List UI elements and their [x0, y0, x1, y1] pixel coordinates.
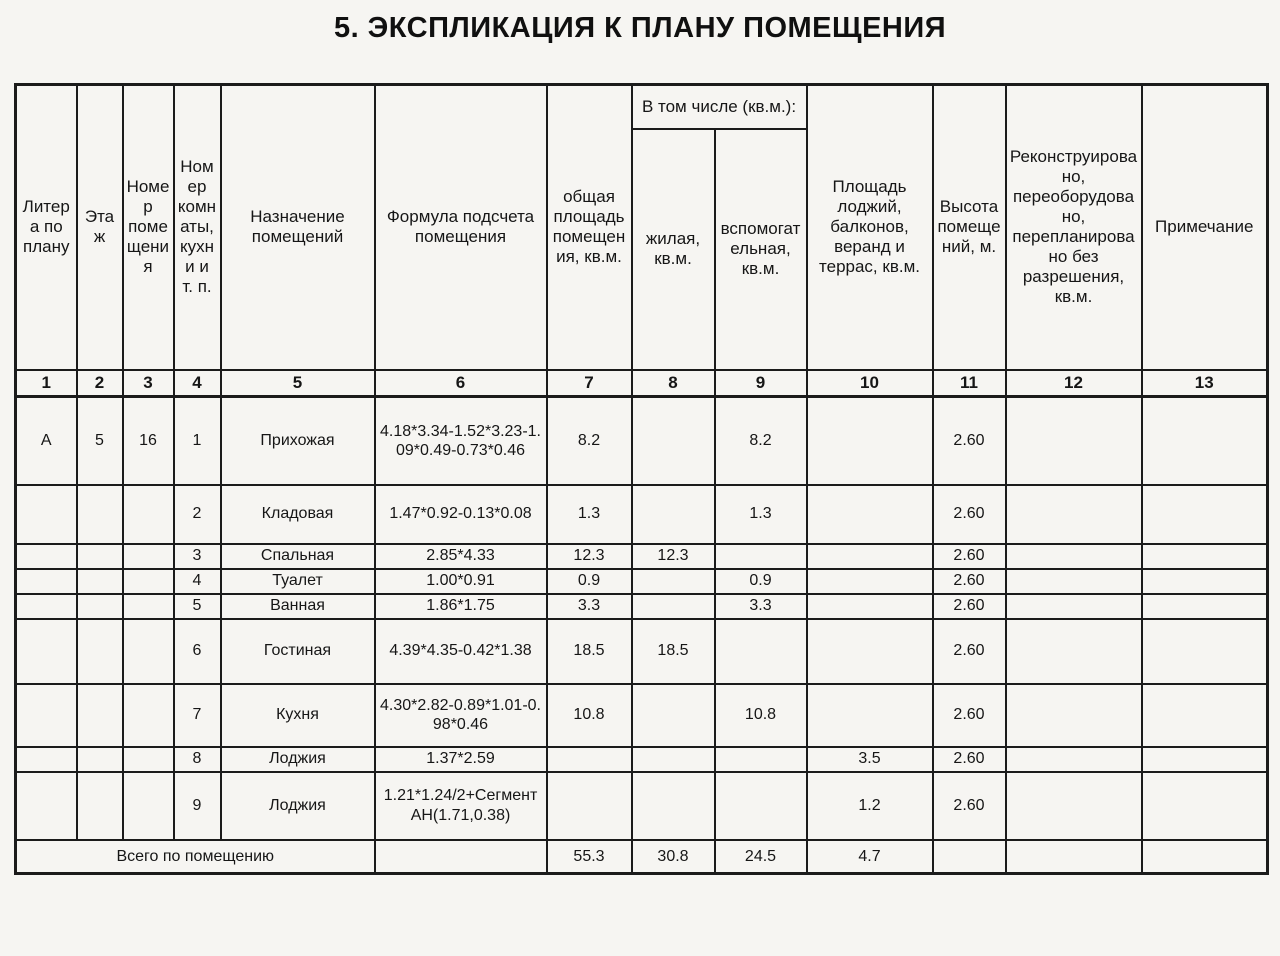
table-cell — [1006, 569, 1142, 594]
table-cell — [1006, 619, 1142, 684]
header-primechanie: Примечание — [1142, 85, 1268, 370]
column-number: 12 — [1006, 370, 1142, 397]
table-cell — [123, 544, 174, 569]
table-cell: 8.2 — [715, 397, 807, 485]
table-cell: 7 — [174, 684, 221, 747]
table-cell: Гостиная — [221, 619, 375, 684]
table-cell — [632, 397, 715, 485]
total-row — [16, 840, 1268, 874]
table-row — [16, 544, 1268, 569]
total-cell — [933, 840, 1006, 874]
table-cell — [1142, 485, 1268, 544]
table-cell — [1142, 397, 1268, 485]
table-cell — [16, 544, 77, 569]
table-cell — [1142, 747, 1268, 772]
table-cell — [1142, 772, 1268, 840]
table-cell — [807, 684, 933, 747]
table-cell: Спальная — [221, 544, 375, 569]
header-row-top — [16, 85, 1268, 129]
table-cell: 4.39*4.35-0.42*1.38 — [375, 619, 547, 684]
table-cell: Лоджия — [221, 747, 375, 772]
table-cell — [1006, 772, 1142, 840]
page-title: 5. ЭКСПЛИКАЦИЯ К ПЛАНУ ПОМЕЩЕНИЯ — [333, 12, 947, 44]
table-cell — [632, 772, 715, 840]
table-cell — [123, 569, 174, 594]
column-number: 2 — [77, 370, 123, 397]
total-cell — [375, 840, 547, 874]
table-cell — [123, 485, 174, 544]
table-cell — [1142, 684, 1268, 747]
table-cell — [715, 772, 807, 840]
table-cell — [123, 594, 174, 619]
table-cell: 10.8 — [715, 684, 807, 747]
table-cell: 4.30*2.82-0.89*1.01-0.98*0.46 — [375, 684, 547, 747]
table-cell: 6 — [174, 619, 221, 684]
table-cell: 3 — [174, 544, 221, 569]
table-cell: 1.3 — [715, 485, 807, 544]
table-cell: 2.60 — [933, 684, 1006, 747]
header-naznachenie: Назначение помещений — [221, 85, 375, 370]
explication-table — [14, 83, 1269, 875]
table-cell: 3.5 — [807, 747, 933, 772]
table-cell: 2.85*4.33 — [375, 544, 547, 569]
table-cell: 5 — [174, 594, 221, 619]
table-cell: 9 — [174, 772, 221, 840]
table-cell: 5 — [77, 397, 123, 485]
table-cell — [1006, 397, 1142, 485]
table-row — [16, 772, 1268, 840]
table-cell: 12.3 — [632, 544, 715, 569]
table-cell — [715, 619, 807, 684]
table-cell: 8 — [174, 747, 221, 772]
header-v-tom-chisle: В том числе (кв.м.): — [632, 85, 807, 129]
table-cell: 3.3 — [547, 594, 632, 619]
table-cell — [123, 747, 174, 772]
header-rekonstruirovano: Реконструировано, переоборудовано, перепланировано без разрешения, кв.м. — [1006, 85, 1142, 370]
table-cell: 4 — [174, 569, 221, 594]
table-cell — [77, 684, 123, 747]
table-cell — [77, 594, 123, 619]
table-cell: Прихожая — [221, 397, 375, 485]
table-cell — [807, 569, 933, 594]
table-cell — [1006, 544, 1142, 569]
table-cell: 1.47*0.92-0.13*0.08 — [375, 485, 547, 544]
total-label: Всего по помещению — [16, 840, 375, 874]
table-row — [16, 684, 1268, 747]
table-cell — [632, 747, 715, 772]
column-number: 13 — [1142, 370, 1268, 397]
table-cell — [123, 772, 174, 840]
column-number-row — [16, 370, 1268, 397]
table-cell — [1006, 747, 1142, 772]
table-cell — [1006, 594, 1142, 619]
table-cell: Ванная — [221, 594, 375, 619]
table-cell: 1 — [174, 397, 221, 485]
table-cell: 2.60 — [933, 772, 1006, 840]
table-cell — [77, 544, 123, 569]
table-cell: 2.60 — [933, 485, 1006, 544]
table-cell: Кладовая — [221, 485, 375, 544]
column-number: 4 — [174, 370, 221, 397]
table-cell — [16, 485, 77, 544]
table-cell — [807, 397, 933, 485]
table-cell: 2.60 — [933, 397, 1006, 485]
column-number: 9 — [715, 370, 807, 397]
table-cell — [16, 619, 77, 684]
total-cell: 24.5 — [715, 840, 807, 874]
table-cell: А — [16, 397, 77, 485]
table-cell: 1.3 — [547, 485, 632, 544]
table-cell — [1006, 485, 1142, 544]
total-cell — [1006, 840, 1142, 874]
table-cell — [77, 485, 123, 544]
table-cell — [77, 747, 123, 772]
header-vspomogatelnaya: вспомогательная, кв.м. — [715, 129, 807, 370]
table-cell — [16, 747, 77, 772]
table-cell — [1142, 619, 1268, 684]
column-number: 8 — [632, 370, 715, 397]
table-cell: 0.9 — [547, 569, 632, 594]
header-litera: Литера по плану — [16, 85, 77, 370]
table-cell — [715, 544, 807, 569]
header-zhilaya: жилая, кв.м. — [632, 129, 715, 370]
table-cell — [123, 684, 174, 747]
column-number: 11 — [933, 370, 1006, 397]
table-cell — [632, 684, 715, 747]
table-cell — [1006, 684, 1142, 747]
table-row — [16, 747, 1268, 772]
table-cell — [807, 544, 933, 569]
column-number: 5 — [221, 370, 375, 397]
table-cell — [632, 569, 715, 594]
table-cell: 2.60 — [933, 544, 1006, 569]
table-cell: 4.18*3.34-1.52*3.23-1.09*0.49-0.73*0.46 — [375, 397, 547, 485]
table-cell — [77, 619, 123, 684]
table-cell: 8.2 — [547, 397, 632, 485]
total-cell: 30.8 — [632, 840, 715, 874]
table-cell: 1.00*0.91 — [375, 569, 547, 594]
header-etazh: Этаж — [77, 85, 123, 370]
table-cell — [715, 747, 807, 772]
table-cell — [16, 569, 77, 594]
table-cell — [77, 772, 123, 840]
table-cell — [632, 485, 715, 544]
column-number: 10 — [807, 370, 933, 397]
table-cell: 3.3 — [715, 594, 807, 619]
total-cell: 55.3 — [547, 840, 632, 874]
table-cell — [16, 772, 77, 840]
table-row — [16, 485, 1268, 544]
table-cell: 18.5 — [547, 619, 632, 684]
table-cell: 1.2 — [807, 772, 933, 840]
table-cell — [77, 569, 123, 594]
table-cell: 1.37*2.59 — [375, 747, 547, 772]
column-number: 7 — [547, 370, 632, 397]
header-ploshchad-lodzhiy: Площадь лоджий, балконов, веранд и террас, кв.м. — [807, 85, 933, 370]
table-cell: 2.60 — [933, 747, 1006, 772]
table-cell — [632, 594, 715, 619]
table-cell: 1.21*1.24/2+СегментАН(1.71,0.38) — [375, 772, 547, 840]
table-cell: 2.60 — [933, 569, 1006, 594]
column-number: 3 — [123, 370, 174, 397]
header-nomer-komnaty: Номер комнаты, кухни и т. п. — [174, 85, 221, 370]
table-cell: 1.86*1.75 — [375, 594, 547, 619]
table-cell — [16, 594, 77, 619]
table-cell: 10.8 — [547, 684, 632, 747]
table-row — [16, 397, 1268, 485]
table-cell — [123, 619, 174, 684]
table-cell: Лоджия — [221, 772, 375, 840]
table-cell — [807, 485, 933, 544]
table-cell: 0.9 — [715, 569, 807, 594]
table-row — [16, 619, 1268, 684]
table-cell — [547, 772, 632, 840]
table-cell: 18.5 — [632, 619, 715, 684]
total-cell: 4.7 — [807, 840, 933, 874]
table-cell: Кухня — [221, 684, 375, 747]
table-cell: 16 — [123, 397, 174, 485]
table-cell: Туалет — [221, 569, 375, 594]
table-cell — [807, 619, 933, 684]
table-cell — [1142, 569, 1268, 594]
table-cell — [547, 747, 632, 772]
header-nomer-pomeshcheniya: Номер помещения — [123, 85, 174, 370]
column-number: 1 — [16, 370, 77, 397]
header-formula: Формула подсчета помещения — [375, 85, 547, 370]
table-cell — [807, 594, 933, 619]
table-row — [16, 569, 1268, 594]
table-cell: 2.60 — [933, 619, 1006, 684]
table-cell: 12.3 — [547, 544, 632, 569]
table-row — [16, 594, 1268, 619]
header-vysota: Высота помещений, м. — [933, 85, 1006, 370]
table-cell: 2.60 — [933, 594, 1006, 619]
column-number: 6 — [375, 370, 547, 397]
table-cell — [1142, 544, 1268, 569]
table-cell: 2 — [174, 485, 221, 544]
total-cell — [1142, 840, 1268, 874]
table-cell — [1142, 594, 1268, 619]
header-obshchaya-ploshchad: общая площадь помещения, кв.м. — [547, 85, 632, 370]
table-cell — [16, 684, 77, 747]
